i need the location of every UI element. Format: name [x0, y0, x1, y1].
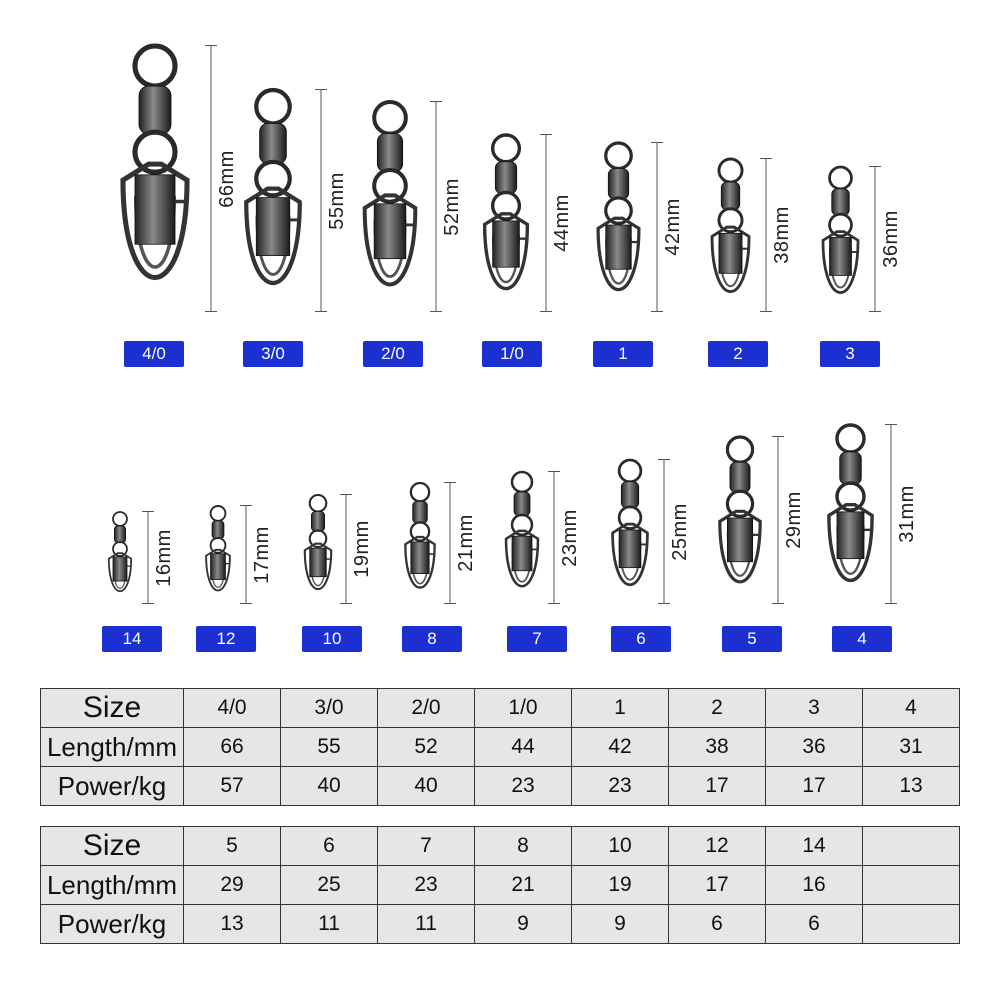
table-cell: 31 — [863, 728, 960, 767]
header-power: Power/kg — [41, 905, 184, 944]
header-size: Size — [41, 689, 184, 728]
size-badge: 14 — [102, 626, 162, 652]
table-cell: 17 — [766, 767, 863, 806]
size-badge: 12 — [196, 626, 256, 652]
swivel-item — [814, 166, 867, 312]
table-cell: 12 — [669, 827, 766, 866]
table-cell: 21 — [475, 866, 572, 905]
length-label: 44mm — [551, 194, 573, 252]
table-cell: 6 — [281, 827, 378, 866]
swivel-item — [107, 45, 203, 312]
table-cell: 17 — [669, 866, 766, 905]
size-badge: 4 — [832, 626, 892, 652]
table-cell — [863, 905, 960, 944]
size-badge: 10 — [302, 626, 362, 652]
table-cell: 8 — [475, 827, 572, 866]
table-cell: 1/0 — [475, 689, 572, 728]
table-cell: 3/0 — [281, 689, 378, 728]
header-length: Length/mm — [41, 866, 184, 905]
swivel-item — [818, 424, 883, 604]
size-badge: 1 — [593, 341, 653, 367]
table-cell: 19 — [572, 866, 669, 905]
size-badge: 7 — [507, 626, 567, 652]
table-cell: 1 — [572, 689, 669, 728]
size-badge: 5 — [722, 626, 782, 652]
swivel-item — [588, 142, 649, 312]
table-cell: 9 — [572, 905, 669, 944]
swivel-item — [198, 505, 238, 604]
table-cell: 38 — [669, 728, 766, 767]
length-label: 17mm — [251, 525, 273, 584]
table-cell: 4 — [863, 689, 960, 728]
table-cell: 13 — [184, 905, 281, 944]
table-cell — [863, 866, 960, 905]
table-cell: 36 — [766, 728, 863, 767]
table-cell: 6 — [669, 905, 766, 944]
table-cell: 40 — [281, 767, 378, 806]
table-cell: 9 — [475, 905, 572, 944]
table-cell: 2/0 — [378, 689, 475, 728]
size-badge: 2/0 — [363, 341, 423, 367]
swivel-item — [703, 158, 758, 312]
table-cell: 42 — [572, 728, 669, 767]
table-cell: 6 — [766, 905, 863, 944]
table-cell: 29 — [184, 866, 281, 905]
length-label: 19mm — [351, 520, 373, 578]
length-label: 16mm — [153, 528, 175, 587]
table-cell: 23 — [572, 767, 669, 806]
table-cell: 5 — [184, 827, 281, 866]
table-row-size — [41, 827, 960, 866]
spec-table-2 — [40, 826, 960, 944]
table-cell — [863, 827, 960, 866]
table-cell: 44 — [475, 728, 572, 767]
size-badge: 8 — [402, 626, 462, 652]
header-length: Length/mm — [41, 728, 184, 767]
swivel-item — [352, 101, 428, 312]
table-cell: 40 — [378, 767, 475, 806]
length-label: 25mm — [669, 502, 691, 561]
table-cell: 13 — [863, 767, 960, 806]
header-power: Power/kg — [41, 767, 184, 806]
swivel-item — [604, 459, 656, 604]
table-row-size — [41, 689, 960, 728]
length-label: 38mm — [770, 206, 793, 264]
table-row-power — [41, 905, 960, 944]
length-label: 29mm — [783, 491, 805, 549]
table-cell: 57 — [184, 767, 281, 806]
swivel-item — [474, 134, 538, 312]
length-label: 55mm — [326, 171, 348, 230]
table-cell: 52 — [378, 728, 475, 767]
table-cell: 17 — [669, 767, 766, 806]
spec-table-1 — [40, 688, 960, 806]
table-cell: 23 — [378, 866, 475, 905]
table-cell: 16 — [766, 866, 863, 905]
swivel-item — [498, 471, 546, 604]
size-badge: 4/0 — [124, 341, 184, 367]
table-cell: 7 — [378, 827, 475, 866]
size-badge: 1/0 — [482, 341, 542, 367]
table-row-length — [41, 866, 960, 905]
swivel-item — [100, 511, 140, 604]
table-cell: 55 — [281, 728, 378, 767]
table-cell: 11 — [378, 905, 475, 944]
table-row-power — [41, 767, 960, 806]
size-badge: 6 — [611, 626, 671, 652]
length-label: 36mm — [879, 210, 902, 268]
length-label: 66mm — [216, 149, 238, 208]
size-badge: 3/0 — [243, 341, 303, 367]
table-cell: 23 — [475, 767, 572, 806]
length-label: 23mm — [559, 508, 581, 567]
table-row-length — [41, 728, 960, 767]
table-cell: 4/0 — [184, 689, 281, 728]
size-badge: 3 — [820, 341, 880, 367]
table-cell: 3 — [766, 689, 863, 728]
table-cell: 11 — [281, 905, 378, 944]
length-label: 42mm — [661, 198, 684, 256]
table-cell: 66 — [184, 728, 281, 767]
length-label: 52mm — [441, 177, 463, 236]
length-label: 31mm — [895, 485, 918, 543]
table-cell: 25 — [281, 866, 378, 905]
swivel-item — [233, 89, 313, 312]
header-size: Size — [41, 827, 184, 866]
swivel-item — [298, 494, 338, 604]
size-badge: 2 — [708, 341, 768, 367]
swivel-item — [710, 436, 770, 604]
table-cell: 14 — [766, 827, 863, 866]
table-cell: 2 — [669, 689, 766, 728]
table-cell: 10 — [572, 827, 669, 866]
swivel-item — [398, 482, 442, 604]
length-label: 21mm — [455, 514, 477, 572]
